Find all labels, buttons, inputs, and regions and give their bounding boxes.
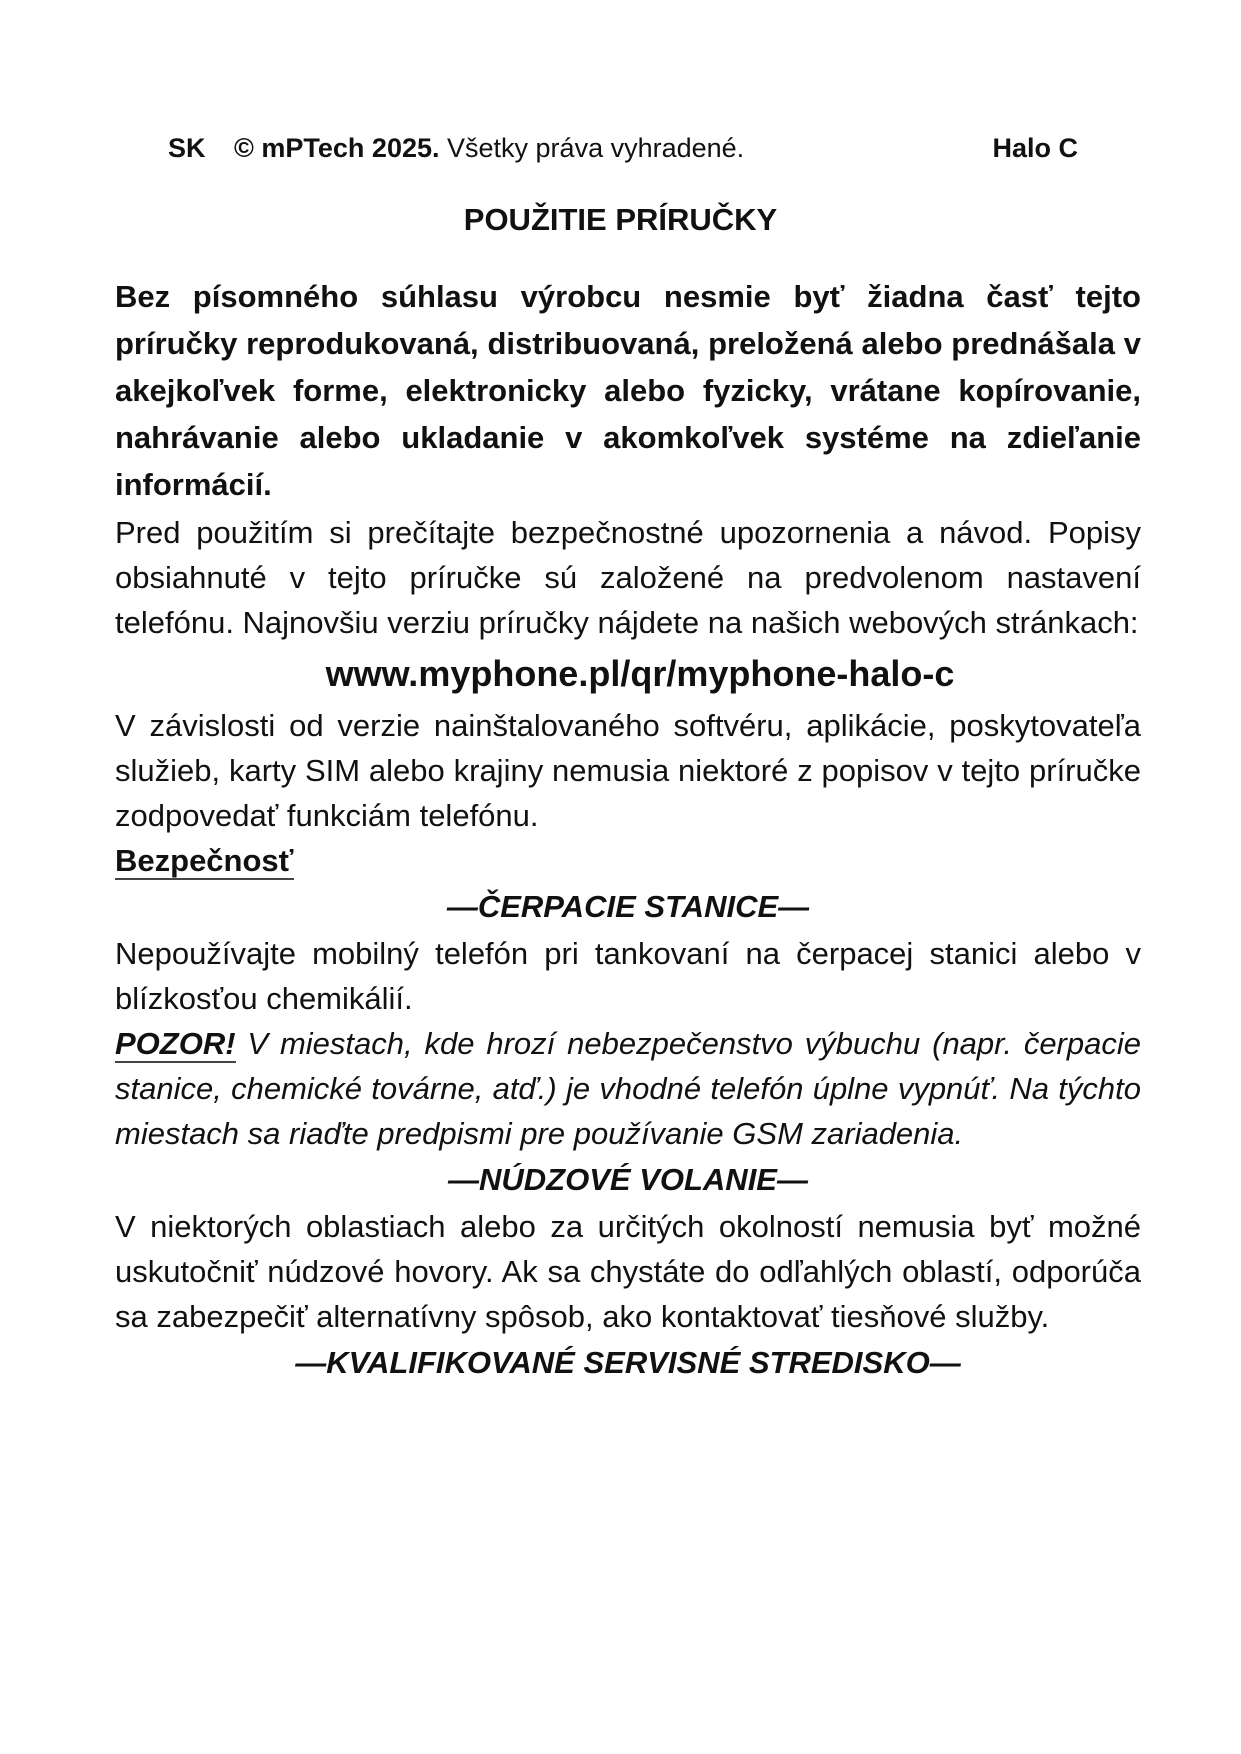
heading-service-center: —KVALIFIKOVANÉ SERVISNÉ STREDISKO—: [295, 1345, 961, 1380]
language-code: SK: [168, 133, 206, 163]
software-note: V závislosti od verzie nainštalovaného softvéru, aplikácie, poskytovateľa služieb, karty SIM alebo krajiny nemusia niektoré z popisov v tejto príručke zodpovedať funkciám telefónu.: [115, 708, 1141, 833]
copyright-rights: Všetky práva vyhradené.: [447, 133, 745, 163]
page-content: [115, 273, 1141, 1387]
copyright-holder: © mPTech 2025.: [234, 133, 440, 163]
fuel-stations-text: Nepoužívajte mobilný telefón pri tankovaní na čerpacej stanici alebo v blízkosťou chemikálií.: [115, 936, 1141, 1016]
safety-title-text: Bezpečnosť: [115, 843, 294, 878]
model-name: Halo C: [992, 133, 1078, 163]
emergency-calls-text: V niektorých oblastiach alebo za určitých okolností nemusia byť možné uskutočniť núdzové hovory. Ak sa chystáte do odľahlých oblastí, odporúča sa zabezpečiť alternatívny spôsob, ako kontaktovať tiesňové služby.: [115, 1209, 1141, 1334]
safety-section-title: [115, 838, 1141, 883]
copyright-notice: [234, 128, 744, 168]
legal-notice: Bez písomného súhlasu výrobcu nesmie byť žiadna časť tejto príručky reprodukovaná, distribuovaná, preložená alebo prednášala v akejkoľvek forme, elektronicky alebo fyzicky, vrátane kopírovanie, nahrávanie alebo ukladanie v akomkoľvek systéme na zdieľanie informácií.: [115, 279, 1141, 502]
warning-label: POZOR!: [115, 1026, 236, 1061]
warning-text: V miestach, kde hrozí nebezpečenstvo výbuchu (napr. čerpacie stanice, chemické továrne, atď.) je vhodné telefón úplne vypnúť. Na týchto miestach sa riaďte predpismi pre používanie GSM zariadenia.: [115, 1026, 1141, 1151]
manual-url: www.myphone.pl/qr/myphone-halo-c: [325, 653, 955, 694]
page-header: [168, 128, 1078, 168]
heading-emergency-calls: —NÚDZOVÉ VOLANIE—: [448, 1162, 808, 1197]
heading-fuel-stations: —ČERPACIE STANICE—: [446, 889, 810, 924]
page-title: POUŽITIE PRÍRUČKY: [463, 202, 778, 237]
intro-paragraph: Pred použitím si prečítajte bezpečnostné upozornenia a návod. Popisy obsiahnuté v tejto príručke sú založené na predvolenom nastavení telefónu. Najnovšiu verziu príručky nájdete na našich webových stránkach:: [115, 515, 1141, 640]
fuel-stations-warning: [115, 1021, 1141, 1156]
